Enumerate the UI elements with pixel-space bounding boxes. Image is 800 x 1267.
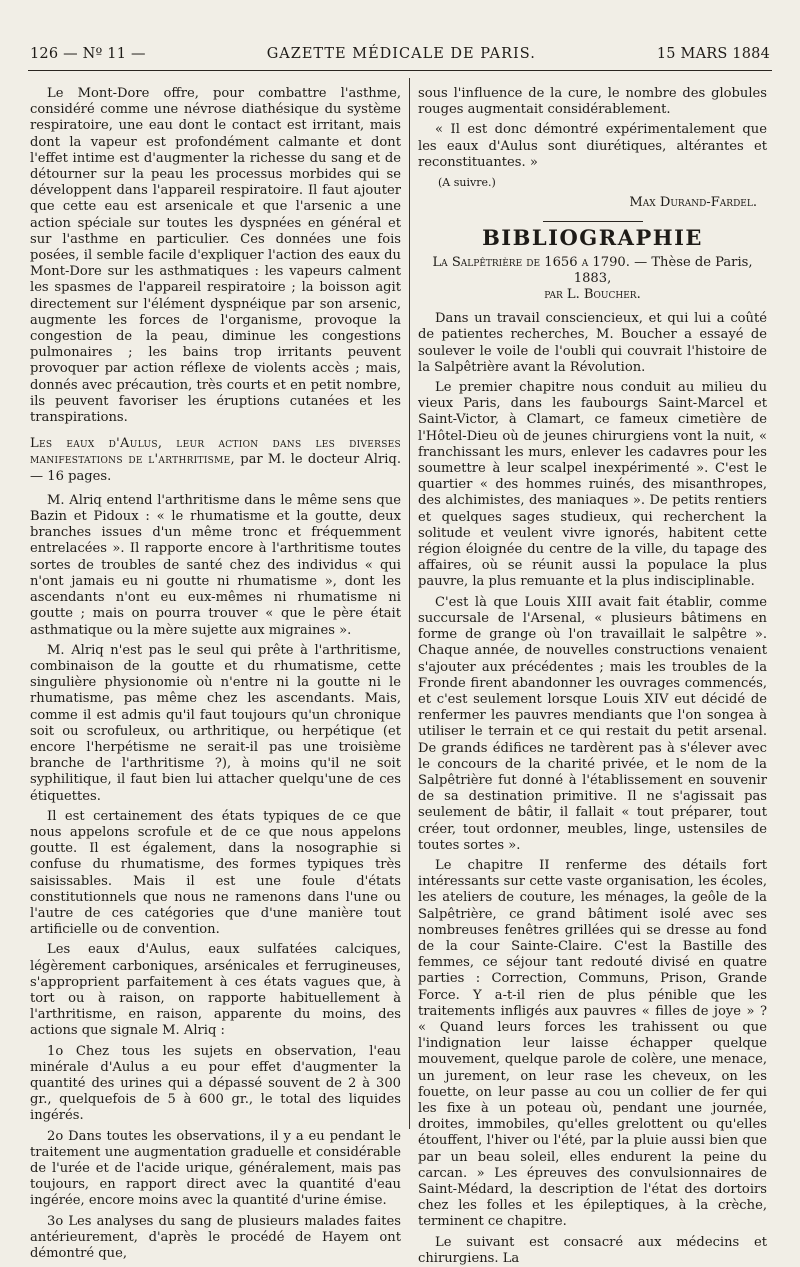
paragraph: Les eaux d'Aulus, eaux sulfatées calciques, légèrement carboniques, arsénicales et ferrugineuses, s'approprient parfaitement à ces états vagues que, à tort ou à raison, on rapporte habituellement à l'arthritisme, en raison, apparente du moins, des actions que signale M. Alriq : xyxy=(30,942,401,1039)
page-header xyxy=(30,46,770,68)
column-divider xyxy=(409,78,410,1129)
section-rule xyxy=(543,221,643,222)
entry-author: par L. Boucher. xyxy=(544,287,641,303)
paragraph: sous l'influence de la cure, le nombre des globules rouges augmentait considérablement. xyxy=(418,86,767,118)
paragraph: 1o Chez tous les sujets en observation, l'eau minérale d'Aulus a eu pour effet d'augmenter la quantité des urines qui a dépassé souvent de 2 à 300 gr., quelquefois de 5 à 600 gr., le total des liquides ingérés. xyxy=(30,1043,401,1124)
paragraph: Il est certainement des états typiques de ce que nous appelons scrofule et de ce que nous appelons goutte. Il est également, dans la nosographie si confuse du rhumatisme, des formes typiques très saisissables. Mais il est une foule d'états constitutionnels que nous ne ramenons dans l'une ou l'autre de ces catégories que d'une manière tout artificielle ou de convention. xyxy=(30,808,401,938)
paragraph: M. Alriq n'est pas le seul qui prête à l'arthritisme, combinaison de la goutte et du rhumatisme, cette singulière physionomie où n'entre ni la goutte ni le rhumatisme, pas même chez les ascendants. Mais, comme il est admis qu'il faut toujours qu'un chronique soit ou scrofuleux, ou arthritique, ou herpétique (et encore l'herpétisme ne serait-il pas une troisième branche de l'arthritisme ?), à moins qu'il ne soit syphilitique, il faut bien lui attacher quelqu'une de ces étiquettes. xyxy=(30,642,401,804)
to-be-continued: (A suivre.) xyxy=(438,176,496,190)
entry-details: — Thèse de Paris, 1883, xyxy=(573,254,753,286)
header-rule xyxy=(28,70,772,71)
section-heading-title: Les eaux d'Aulus, leur action dans les diverses manifestations de l'arthritisme, xyxy=(30,436,401,468)
section-heading-author: par M. le docteur Alriq. — 16 pages. xyxy=(30,452,401,484)
paragraph: Dans un travail consciencieux, et qui lui a coûté de patientes recherches, M. Boucher a essayé de soulever le voile de l'oubli qui couvrait l'histoire de la Salpêtrière avant la Révolution. xyxy=(418,311,767,375)
paragraph: Le suivant est consacré aux médecins et chirurgiens. La xyxy=(418,1234,767,1266)
paragraph: Le premier chapitre nous conduit au milieu du vieux Paris, dans les faubourgs Saint-Marcel et Saint-Victor, à Clamart, ce fameux cimetière de l'Hôtel-Dieu où de jeunes chirurgiens vont la nuit, « franchissant les murs, enlever les cadavres pour les soumettre à leur scalpel inexpérimenté ». C'est le quartier « des hommes ruinés, des misanthropes, des alchimistes, des maniaques ». De petits rentiers et quelques sages studieux, qui recherchent la solitude et veulent vivre ignorés, habitent cette région éloignée du centre de la ville, du tapage des affaires, où se réunit aussi la populace la plus pauvre, la plus remuante et la plus indisciplinable. xyxy=(418,380,767,590)
issue-date: 15 MARS 1884 xyxy=(656,46,770,62)
paragraph: C'est là que Louis XIII avait fait établir, comme succursale de l'Arsenal, « plusieurs bâtimens en forme de grange où l'on travaillait le salpêtre ». Chaque année, de nouvelles constructions venaient s'ajouter aux précédentes ; mais les troubles de la Fronde firent abandonner les ouvrages commencés, et c'est seulement lorsque Louis XIV eut décidé de renfermer les pauvres mendiants que l'on songea à utiliser le terrain et ce qui restait du petit arsenal. De grands édifices ne tardèrent pas à s'élever avec le concours de la charité privée, et le nom de la Salpêtrière fut donné à l'établissement en souvenir de sa destination primitive. Il ne s'agissait pas seulement de bâtir, il fallait « tout préparer, tout créer, tout ordonner, meubles, linge, ustensiles de toutes sortes ». xyxy=(418,594,767,853)
paragraph: 3o Les analyses du sang de plusieurs malades faites antérieurement, d'après le procédé de Hayem ont démontré que, xyxy=(30,1213,401,1262)
quote-paragraph: « Il est donc démontré expérimentalement que les eaux d'Aulus sont diurétiques, altérantes et reconstituantes. » xyxy=(418,122,767,170)
author-signature: Max Durand-Fardel. xyxy=(629,195,757,211)
paragraph: 2o Dans toutes les observations, il y a eu pendant le traitement une augmentation graduelle et considérable de l'urée et de l'acide urique, généralement, mais pas toujours, en rapport direct avec la quantité d'eau ingérée, encore moins avec la quantité d'urine émise. xyxy=(30,1128,401,1209)
paragraph: M. Alriq entend l'arthritisme dans le même sens que Bazin et Pidoux : « le rhumatisme et la goutte, deux branches issues d'un même tronc et fréquemment entrelacées ». Il rapporte encore à l'arthritisme toutes sortes de troubles de santé chez des individus « qui n'ont jamais eu ni goutte ni rhumatisme », dont les ascendants n'ont eu eux-mêmes ni rhumatisme ni goutte ; mais on pourra trouver « que le père était asthmatique ou la mère sujette aux migraines ». xyxy=(30,492,401,638)
section-heading xyxy=(30,436,401,485)
left-column xyxy=(30,86,401,1262)
page-number: 126 — Nº 11 — xyxy=(30,46,146,62)
paragraph: Le Mont-Dore offre, pour combattre l'asthme, considéré comme une névrose diathésique du système respiratoire, une eau dont le contact est irritant, mais dont la vapeur est profondément calmante et dont l'effet intime est d'augmenter la richesse du sang et de détourner sur la peau les processus morbides qui se développent dans l'appareil respiratoire. Il faut ajouter que cette eau est arsenicale et que l'arsenic a une action spéciale sur toutes les dyspnées en général et sur l'asthme en particulier. Ces données une fois posées, il semble facile d'expliquer l'action des eaux du Mont-Dore sur les asthmatiques : les vapeurs calment les spasmes de l'appareil respiratoire ; la boisson agit directement sur l'élément dyspnéique par son arsenic, augmente les forces de l'organisme, provoque la congestion de la peau, diminue les congestions pulmonaires ; les bains trop irritants peuvent provoquer par action réflexe de violents accès ; mais, donnés avec précaution, très courts et en petit nombre, ils peuvent favoriser les éruptions cutanées et les transpirations. xyxy=(30,86,401,426)
bibliography-entry xyxy=(418,255,767,304)
bibliographie-heading: BIBLIOGRAPHIE xyxy=(482,225,703,251)
paragraph: Le chapitre II renferme des détails fort intéressants sur cette vaste organisation, les écoles, les ateliers de couture, les ménages, la geôle de la Salpêtrière, ce grand bâtiment isolé avec ses nombreuses fenêtres grillées qui se dresse au fond de la cour Sainte-Claire. C'est la Bastille des femmes, ce séjour tant redouté divisé en quatre parties : Correction, Communs, Prison, Grande Force. Y a-t-il rien de plus pénible que les traitements infligés aux pauvres « filles de joye » ? « Quand leurs forces les trahissent ou que l'indignation leur laisse échapper quelque mouvement, quelque parole de colère, une menace, un jurement, on leur rase les cheveux, on les fouette, on leur passe au cou un collier de fer qui les fixe à un poteau où, pendant une journée, droites, immobiles, qu'elles grelottent ou qu'elles étouffent, l'hiver ou l'été, par la pluie aussi bien que par un beau soleil, elles endurent la peine du carcan. » Les épreuves des convulsionnaires de Saint-Médard, la description de l'état des dortoirs chez les folles et les épileptiques, à la crèche, terminent ce chapitre. xyxy=(418,857,767,1230)
right-column xyxy=(418,86,767,1266)
entry-title: La Salpêtrière de 1656 a 1790. xyxy=(432,254,630,270)
journal-title: GAZETTE MÉDICALE DE PARIS. xyxy=(266,46,536,62)
